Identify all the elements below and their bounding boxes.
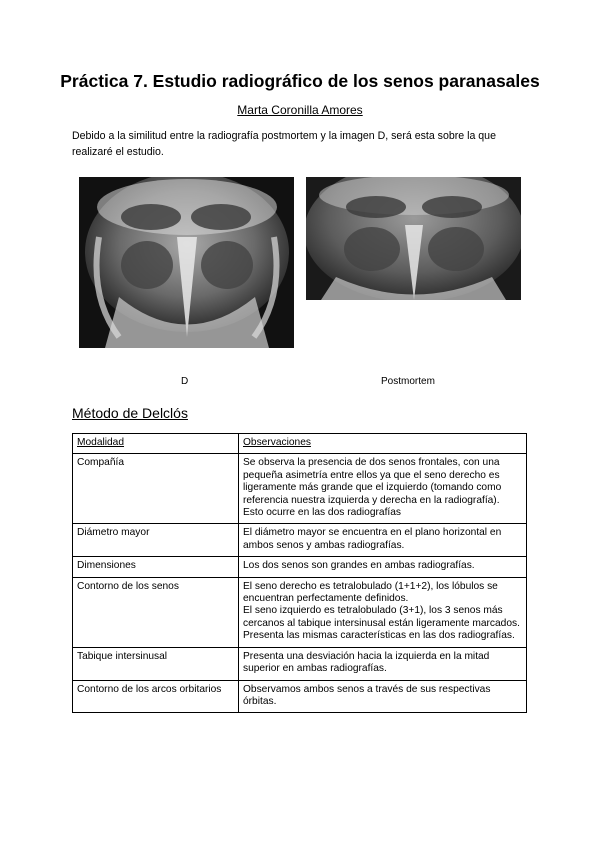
radiograph-d-caption: D xyxy=(181,376,189,387)
table-row xyxy=(73,647,527,680)
row-modalidad: Tabique intersinusal xyxy=(73,647,239,680)
author-name: Marta Coronilla Amores xyxy=(237,103,363,117)
row-modalidad: Contorno de los arcos orbitarios xyxy=(73,680,239,713)
table-row xyxy=(73,577,527,647)
table-row xyxy=(73,454,527,524)
row-observaciones: El seno derecho es tetralobulado (1+1+2), los lóbulos se encuentran perfectamente definidos. El seno izquierdo es tetralobulado (3+1), los 3 senos más cercanos al tabique intersinusal están ligeramente marcados. Presenta las mismas características en las dos radiografías. xyxy=(239,577,527,647)
intro-paragraph: Debido a la similitud entre la radiografía postmortem y la imagen D, será esta sobre la que realizaré el estudio. xyxy=(72,130,496,158)
table-header-row xyxy=(73,434,527,454)
table-row xyxy=(73,524,527,557)
row-observaciones: Se observa la presencia de dos senos frontales, con una pequeña asimetría entre ellos ya que el seno derecho es ligeramente más grande que el izquierdo (tomando como referencia nuestra izquierda y derecha en la radiografía). Esto ocurre en las dos radiografías xyxy=(239,454,527,524)
row-observaciones: Los dos senos son grandes en ambas radiografías. xyxy=(239,557,527,577)
table-row xyxy=(73,680,527,713)
page-title: Práctica 7. Estudio radiográfico de los senos paranasales xyxy=(60,71,540,91)
header-observaciones: Observaciones xyxy=(239,434,527,454)
row-observaciones: Observamos ambos senos a través de sus respectivas órbitas. xyxy=(239,680,527,713)
header-modalidad: Modalidad xyxy=(73,434,239,454)
row-observaciones: El diámetro mayor se encuentra en el plano horizontal en ambos senos y ambas radiografías. xyxy=(239,524,527,557)
radiograph-postmortem-caption: Postmortem xyxy=(381,376,435,387)
delclos-table xyxy=(72,433,527,713)
method-heading: Método de Delclós xyxy=(72,405,188,421)
row-modalidad: Dimensiones xyxy=(73,557,239,577)
row-modalidad: Contorno de los senos xyxy=(73,577,239,647)
row-observaciones: Presenta una desviación hacia la izquierda en la mitad superior en ambas radiografías. xyxy=(239,647,527,680)
radiograph-d-image xyxy=(79,177,294,348)
row-modalidad: Compañía xyxy=(73,454,239,524)
row-modalidad: Diámetro mayor xyxy=(73,524,239,557)
table-row xyxy=(73,557,527,577)
radiograph-postmortem-image xyxy=(306,177,521,300)
